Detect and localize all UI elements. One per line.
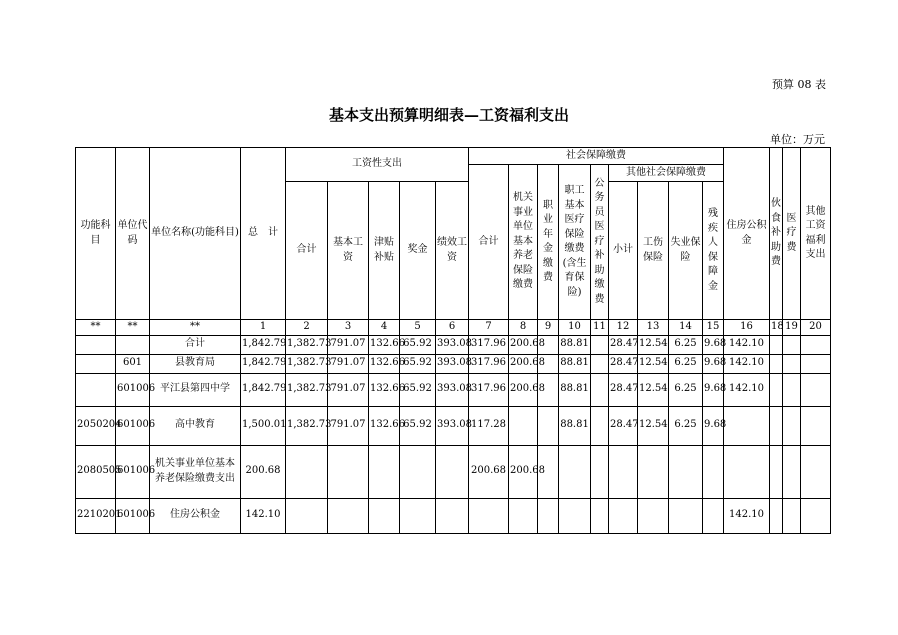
index-cell: 4 <box>369 320 400 336</box>
cell-soc-sum: 317.96 <box>469 354 509 373</box>
cell-merit <box>436 498 469 533</box>
cell-allow: 132.66 <box>369 354 400 373</box>
index-cell: 5 <box>400 320 436 336</box>
header-med-fee: 医疗费 <box>783 148 801 320</box>
table-row <box>76 335 831 354</box>
cell-other <box>801 354 831 373</box>
cell-func: 2050204 <box>76 406 116 445</box>
index-cell: 12 <box>609 320 638 336</box>
cell-basic <box>328 498 369 533</box>
cell-medical: 88.81 <box>559 335 591 354</box>
cell-total: 1,500.01 <box>241 406 286 445</box>
cell-allow: 132.66 <box>369 373 400 406</box>
cell-code: 601006 <box>116 498 150 533</box>
cell-name: 高中教育 <box>150 406 241 445</box>
header-unit-name: 单位名称(功能科目) <box>150 148 241 320</box>
cell-soc-sum: 117.28 <box>469 406 509 445</box>
cell-func <box>76 373 116 406</box>
index-cell: 15 <box>703 320 724 336</box>
cell-pension <box>509 498 538 533</box>
cell-civil <box>591 373 609 406</box>
cell-disab <box>703 498 724 533</box>
index-cell: ** <box>76 320 116 336</box>
cell-meal <box>770 498 783 533</box>
header-wage-sum: 合计 <box>286 182 328 320</box>
cell-injury: 12.54 <box>638 354 669 373</box>
index-cell: 20 <box>801 320 831 336</box>
header-housing: 住房公积金 <box>724 148 770 320</box>
index-cell: 18 <box>770 320 783 336</box>
cell-medfee <box>783 406 801 445</box>
cell-func <box>76 354 116 373</box>
index-cell: 14 <box>669 320 703 336</box>
cell-meal <box>770 406 783 445</box>
header-unemploy: 失业保险 <box>669 182 703 320</box>
cell-merit <box>436 445 469 498</box>
cell-injury: 12.54 <box>638 406 669 445</box>
cell-name: 合计 <box>150 335 241 354</box>
cell-medical: 88.81 <box>559 373 591 406</box>
header-unit-code: 单位代码 <box>116 148 150 320</box>
header-func-subject: 功能科目 <box>76 148 116 320</box>
cell-unemp: 6.25 <box>669 406 703 445</box>
index-cell: 11 <box>591 320 609 336</box>
cell-name: 住房公积金 <box>150 498 241 533</box>
cell-housing: 142.10 <box>724 498 770 533</box>
cell-bonus <box>400 445 436 498</box>
cell-total: 1,842.79 <box>241 373 286 406</box>
cell-other <box>801 335 831 354</box>
cell-pension: 200.68 <box>509 445 538 498</box>
index-cell: ** <box>116 320 150 336</box>
cell-allow <box>369 498 400 533</box>
cell-basic: 791.07 <box>328 335 369 354</box>
header-bonus: 奖金 <box>400 182 436 320</box>
cell-disab <box>703 445 724 498</box>
cell-unemp: 6.25 <box>669 335 703 354</box>
header-total: 总 计 <box>241 148 286 320</box>
cell-medical <box>559 498 591 533</box>
cell-oth-sum: 28.47 <box>609 406 638 445</box>
cell-bonus <box>400 498 436 533</box>
cell-pension <box>509 406 538 445</box>
cell-meal <box>770 354 783 373</box>
header-other-welfare: 其他工资福利支出 <box>801 148 831 320</box>
unit-label: 单位：万元 <box>770 133 825 146</box>
cell-wage-sum: 1,382.73 <box>286 373 328 406</box>
index-cell: 9 <box>538 320 559 336</box>
table-row <box>76 373 831 406</box>
cell-code <box>116 335 150 354</box>
cell-soc-sum: 317.96 <box>469 373 509 406</box>
cell-disab: 9.68 <box>703 373 724 406</box>
cell-soc-sum: 200.68 <box>469 445 509 498</box>
cell-oth-sum: 28.47 <box>609 354 638 373</box>
cell-meal <box>770 373 783 406</box>
cell-housing: 142.10 <box>724 335 770 354</box>
index-cell: ** <box>150 320 241 336</box>
cell-pension: 200.68 <box>509 373 538 406</box>
cell-name: 平江县第四中学 <box>150 373 241 406</box>
index-cell: 19 <box>783 320 801 336</box>
cell-func: 2210201 <box>76 498 116 533</box>
header-meal: 伙食补助费 <box>770 148 783 320</box>
cell-annuity <box>538 406 559 445</box>
cell-basic: 791.07 <box>328 373 369 406</box>
header-annuity: 职业年金缴费 <box>538 165 559 320</box>
cell-oth-sum <box>609 498 638 533</box>
table-row <box>76 406 831 445</box>
cell-unemp <box>669 445 703 498</box>
header-row-1 <box>76 148 831 165</box>
cell-civil <box>591 354 609 373</box>
cell-soc-sum <box>469 498 509 533</box>
table-row <box>76 445 831 498</box>
header-medical: 职工基本医疗保险缴费(含生育保险) <box>559 165 591 320</box>
index-cell: 3 <box>328 320 369 336</box>
cell-code: 601006 <box>116 445 150 498</box>
cell-medfee <box>783 335 801 354</box>
cell-total: 142.10 <box>241 498 286 533</box>
cell-other <box>801 373 831 406</box>
cell-merit: 393.08 <box>436 335 469 354</box>
cell-name: 机关事业单位基本养老保险缴费支出 <box>150 445 241 498</box>
cell-medical <box>559 445 591 498</box>
cell-civil <box>591 445 609 498</box>
cell-bonus: 65.92 <box>400 354 436 373</box>
cell-total: 1,842.79 <box>241 335 286 354</box>
cell-medfee <box>783 354 801 373</box>
header-allowance: 津贴补贴 <box>369 182 400 320</box>
cell-unemp: 6.25 <box>669 354 703 373</box>
header-civil-medical: 公务员医疗补助缴费 <box>591 165 609 320</box>
header-other-group: 其他社会保障缴费 <box>609 165 724 182</box>
table-body <box>76 335 831 533</box>
index-cell: 1 <box>241 320 286 336</box>
cell-merit: 393.08 <box>436 354 469 373</box>
cell-allow <box>369 445 400 498</box>
cell-code: 601 <box>116 354 150 373</box>
cell-disab: 9.68 <box>703 354 724 373</box>
cell-pension: 200.68 <box>509 354 538 373</box>
form-number: 预算 08 表 <box>772 78 826 91</box>
cell-total: 1,842.79 <box>241 354 286 373</box>
cell-allow: 132.66 <box>369 335 400 354</box>
header-merit-pay: 绩效工资 <box>436 182 469 320</box>
cell-medfee <box>783 498 801 533</box>
cell-allow: 132.66 <box>369 406 400 445</box>
cell-basic: 791.07 <box>328 406 369 445</box>
cell-wage-sum <box>286 445 328 498</box>
index-cell: 16 <box>724 320 770 336</box>
cell-code: 601006 <box>116 373 150 406</box>
cell-merit: 393.08 <box>436 373 469 406</box>
header-social-sum: 合计 <box>469 165 509 320</box>
cell-annuity <box>538 498 559 533</box>
cell-injury <box>638 445 669 498</box>
cell-bonus: 65.92 <box>400 406 436 445</box>
cell-civil <box>591 406 609 445</box>
index-cell: 8 <box>509 320 538 336</box>
cell-basic <box>328 445 369 498</box>
cell-injury <box>638 498 669 533</box>
cell-other <box>801 445 831 498</box>
budget-table <box>75 147 831 534</box>
cell-soc-sum: 317.96 <box>469 335 509 354</box>
cell-pension: 200.68 <box>509 335 538 354</box>
cell-oth-sum: 28.47 <box>609 373 638 406</box>
cell-medical: 88.81 <box>559 354 591 373</box>
cell-medical: 88.81 <box>559 406 591 445</box>
header-injury: 工伤保险 <box>638 182 669 320</box>
cell-injury: 12.54 <box>638 373 669 406</box>
cell-wage-sum: 1,382.73 <box>286 354 328 373</box>
cell-unemp: 6.25 <box>669 373 703 406</box>
cell-meal <box>770 335 783 354</box>
header-disabled: 残疾人保障金 <box>703 182 724 320</box>
cell-medfee <box>783 445 801 498</box>
cell-housing <box>724 406 770 445</box>
cell-unemp <box>669 498 703 533</box>
cell-code: 601006 <box>116 406 150 445</box>
header-social-group: 社会保障缴费 <box>469 148 724 165</box>
cell-housing <box>724 445 770 498</box>
cell-civil <box>591 498 609 533</box>
cell-oth-sum <box>609 445 638 498</box>
cell-disab: 9.68 <box>703 335 724 354</box>
index-cell: 7 <box>469 320 509 336</box>
cell-wage-sum: 1,382.73 <box>286 335 328 354</box>
cell-name: 县教育局 <box>150 354 241 373</box>
cell-civil <box>591 335 609 354</box>
header-pension: 机关事业单位基本养老保险缴费 <box>509 165 538 320</box>
index-cell: 2 <box>286 320 328 336</box>
cell-injury: 12.54 <box>638 335 669 354</box>
cell-merit: 393.08 <box>436 406 469 445</box>
cell-func: 2080505 <box>76 445 116 498</box>
cell-other <box>801 498 831 533</box>
cell-oth-sum: 28.47 <box>609 335 638 354</box>
cell-housing: 142.10 <box>724 373 770 406</box>
table-row <box>76 354 831 373</box>
page-title: 基本支出预算明细表—工资福利支出 <box>328 106 569 124</box>
cell-housing: 142.10 <box>724 354 770 373</box>
cell-other <box>801 406 831 445</box>
header-other-sum: 小计 <box>609 182 638 320</box>
index-cell: 6 <box>436 320 469 336</box>
cell-disab: 9.68 <box>703 406 724 445</box>
cell-bonus: 65.92 <box>400 335 436 354</box>
cell-wage-sum <box>286 498 328 533</box>
index-cell: 10 <box>559 320 591 336</box>
cell-total: 200.68 <box>241 445 286 498</box>
cell-func <box>76 335 116 354</box>
cell-meal <box>770 445 783 498</box>
header-wage-group: 工资性支出 <box>286 148 469 182</box>
cell-medfee <box>783 373 801 406</box>
cell-wage-sum: 1,382.73 <box>286 406 328 445</box>
header-basic-wage: 基本工资 <box>328 182 369 320</box>
cell-bonus: 65.92 <box>400 373 436 406</box>
cell-basic: 791.07 <box>328 354 369 373</box>
index-row <box>76 320 831 336</box>
table-row <box>76 498 831 533</box>
index-cell: 13 <box>638 320 669 336</box>
